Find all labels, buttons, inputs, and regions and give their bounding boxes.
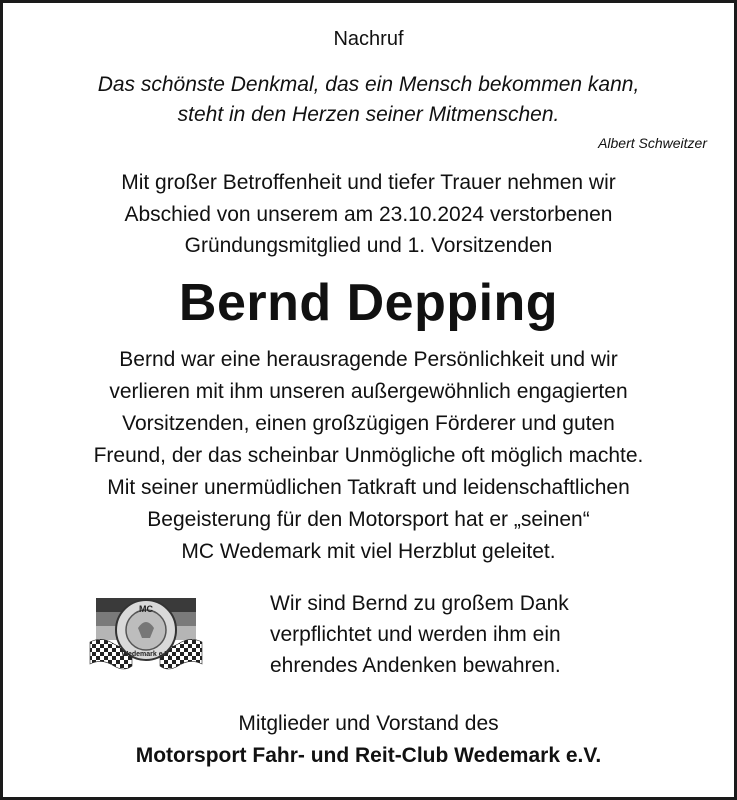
quote-line-2: steht in den Herzen seiner Mitmenschen. xyxy=(177,103,560,126)
intro-line-3: Gründungsmitglied und 1. Vorsitzenden xyxy=(184,234,553,257)
tribute-line-5: Mit seiner unermüdlichen Tatkraft und leidenschaftlichen xyxy=(107,476,630,499)
quote-author: Albert Schweitzer xyxy=(598,135,707,151)
tribute-line-6: Begeisterung für den Motorsport hat er „seinen“ xyxy=(147,508,590,531)
thanks-line-3: ehrendes Andenken bewahren. xyxy=(270,654,561,677)
signature-line-1: Mitglieder und Vorstand des xyxy=(238,712,499,735)
obituary-heading: Nachruf xyxy=(333,28,404,50)
tribute-line-1: Bernd war eine herausragende Persönlichkeit und wir xyxy=(119,348,618,371)
tribute-line-2: verlieren mit ihm unseren außergewöhnlich engagierten xyxy=(109,380,628,403)
intro-line-1: Mit großer Betroffenheit und tiefer Trauer nehmen wir xyxy=(121,171,616,194)
logo-text-mc: MC xyxy=(139,604,153,614)
logo-text-ring: Wedemark e.V. xyxy=(121,651,171,658)
intro-line-2: Abschied von unserem am 23.10.2024 verstorbenen xyxy=(124,203,613,226)
club-logo xyxy=(88,592,204,676)
thanks-line-2: verpflichtet und werden ihm ein xyxy=(270,623,561,646)
tribute-line-4: Freund, der das scheinbar Unmögliche oft möglich machte. xyxy=(93,444,644,467)
quote-line-1: Das schönste Denkmal, das ein Mensch bekommen kann, xyxy=(97,73,640,96)
signature-club-name: Motorsport Fahr- und Reit-Club Wedemark e.V. xyxy=(135,744,602,767)
tribute-line-7: MC Wedemark mit viel Herzblut geleitet. xyxy=(181,540,556,563)
thanks-line-1: Wir sind Bernd zu großem Dank xyxy=(270,592,569,615)
tribute-line-3: Vorsitzenden, einen großzügigen Förderer und guten xyxy=(122,412,615,435)
deceased-name: Bernd Depping xyxy=(178,274,559,332)
